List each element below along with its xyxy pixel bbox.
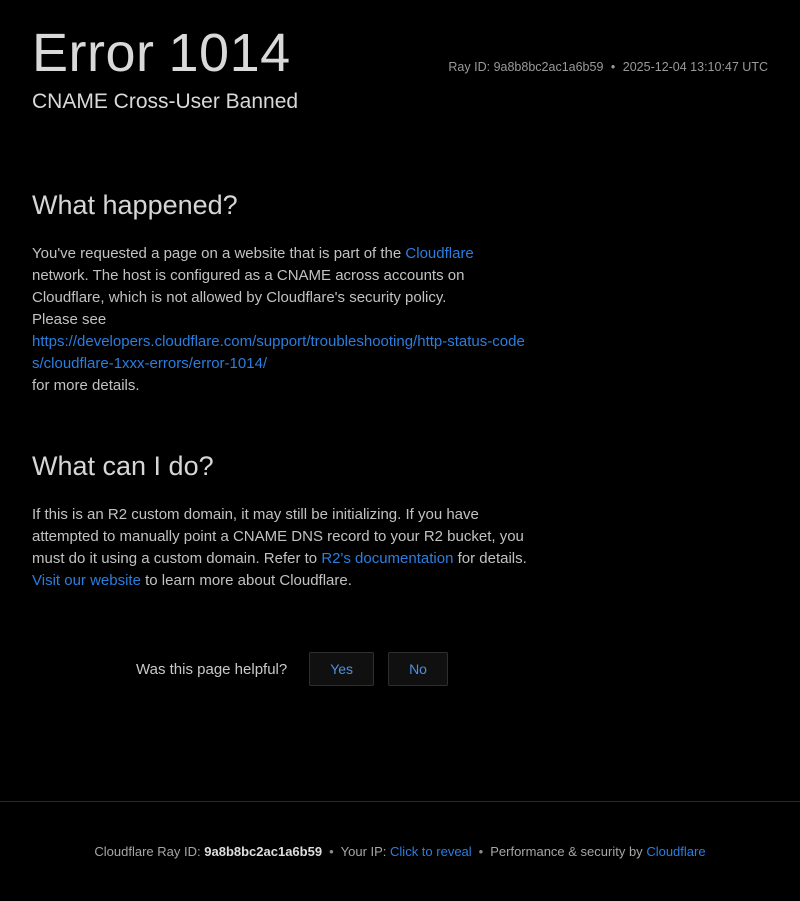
- section-what-can-i-do: [32, 451, 552, 592]
- feedback-no-button[interactable]: No: [388, 652, 448, 686]
- footer-dot-2: •: [478, 844, 484, 859]
- feedback-question: Was this page helpful?: [136, 660, 288, 678]
- timestamp: 2025-12-04 13:10:47 UTC: [622, 60, 768, 74]
- cloudflare-link[interactable]: Cloudflare: [405, 245, 474, 262]
- what-happened-see-line: [32, 309, 532, 331]
- r2-documentation-link[interactable]: R2's documentation: [321, 550, 454, 567]
- footer-dot-1: •: [329, 844, 334, 859]
- please-see-text: Please see: [32, 311, 107, 328]
- footer-cloudflare-link[interactable]: Cloudflare: [646, 844, 706, 859]
- what-can-i-do-body: [32, 504, 532, 570]
- footer-performance-text: Performance & security by: [490, 844, 643, 859]
- footer-ray-id: 9a8b8bc2ac1a6b59: [204, 844, 323, 859]
- error-doc-link[interactable]: https://developers.cloudflare.com/support/troubleshooting/http-status-codes/cloudflare-1xxx-errors/error-1014/: [32, 333, 525, 372]
- ray-id-label: Ray ID:: [448, 60, 491, 74]
- what-happened-body: [32, 243, 532, 309]
- ray-id-value: 9a8b8bc2ac1a6b59: [493, 60, 604, 74]
- error-subtitle: CNAME Cross-User Banned: [32, 90, 299, 114]
- what-happened-text-2: network. The host is configured as a CNAME across accounts on Cloudflare, which is not allowed by Cloudflare's security policy.: [32, 267, 465, 306]
- what-can-i-do-text-2: for details.: [453, 550, 527, 567]
- feedback-bar: [32, 652, 552, 712]
- visit-website-line: [32, 570, 532, 592]
- doc-url-line: [32, 331, 532, 375]
- what-happened-text-1: You've requested a page on a website that is part of the: [32, 245, 406, 262]
- what-happened-title: What happened?: [32, 190, 238, 220]
- footer-content: [0, 802, 800, 859]
- footer-ray-label: Cloudflare Ray ID:: [94, 844, 201, 859]
- page-title: [32, 22, 291, 84]
- what-can-i-do-text-1: If this is an R2 custom domain, it may still be initializing. If you have attempted to manually point a CNAME DNS record to your R2 bucket, you must do it using a custom domain. Refer to: [32, 506, 524, 567]
- feedback-yes-button[interactable]: Yes: [309, 652, 374, 686]
- page-footer: [0, 801, 800, 901]
- visit-website-link[interactable]: Visit our website: [32, 572, 141, 589]
- what-can-i-do-title: What can I do?: [32, 451, 214, 481]
- more-details-text: for more details.: [32, 377, 140, 394]
- error-headline-row: [32, 22, 768, 84]
- error-word: Error: [32, 23, 155, 83]
- click-to-reveal-link[interactable]: Click to reveal: [390, 844, 472, 859]
- page-header: [32, 0, 768, 132]
- footer-your-ip-label: Your IP:: [340, 844, 387, 859]
- ray-id-info: [448, 60, 768, 80]
- section-what-happened: [32, 190, 552, 397]
- page-content: [32, 132, 552, 712]
- ray-separator: •: [610, 60, 616, 74]
- visit-website-tail: to learn more about Cloudflare.: [140, 572, 352, 589]
- error-code: 1014: [168, 23, 291, 83]
